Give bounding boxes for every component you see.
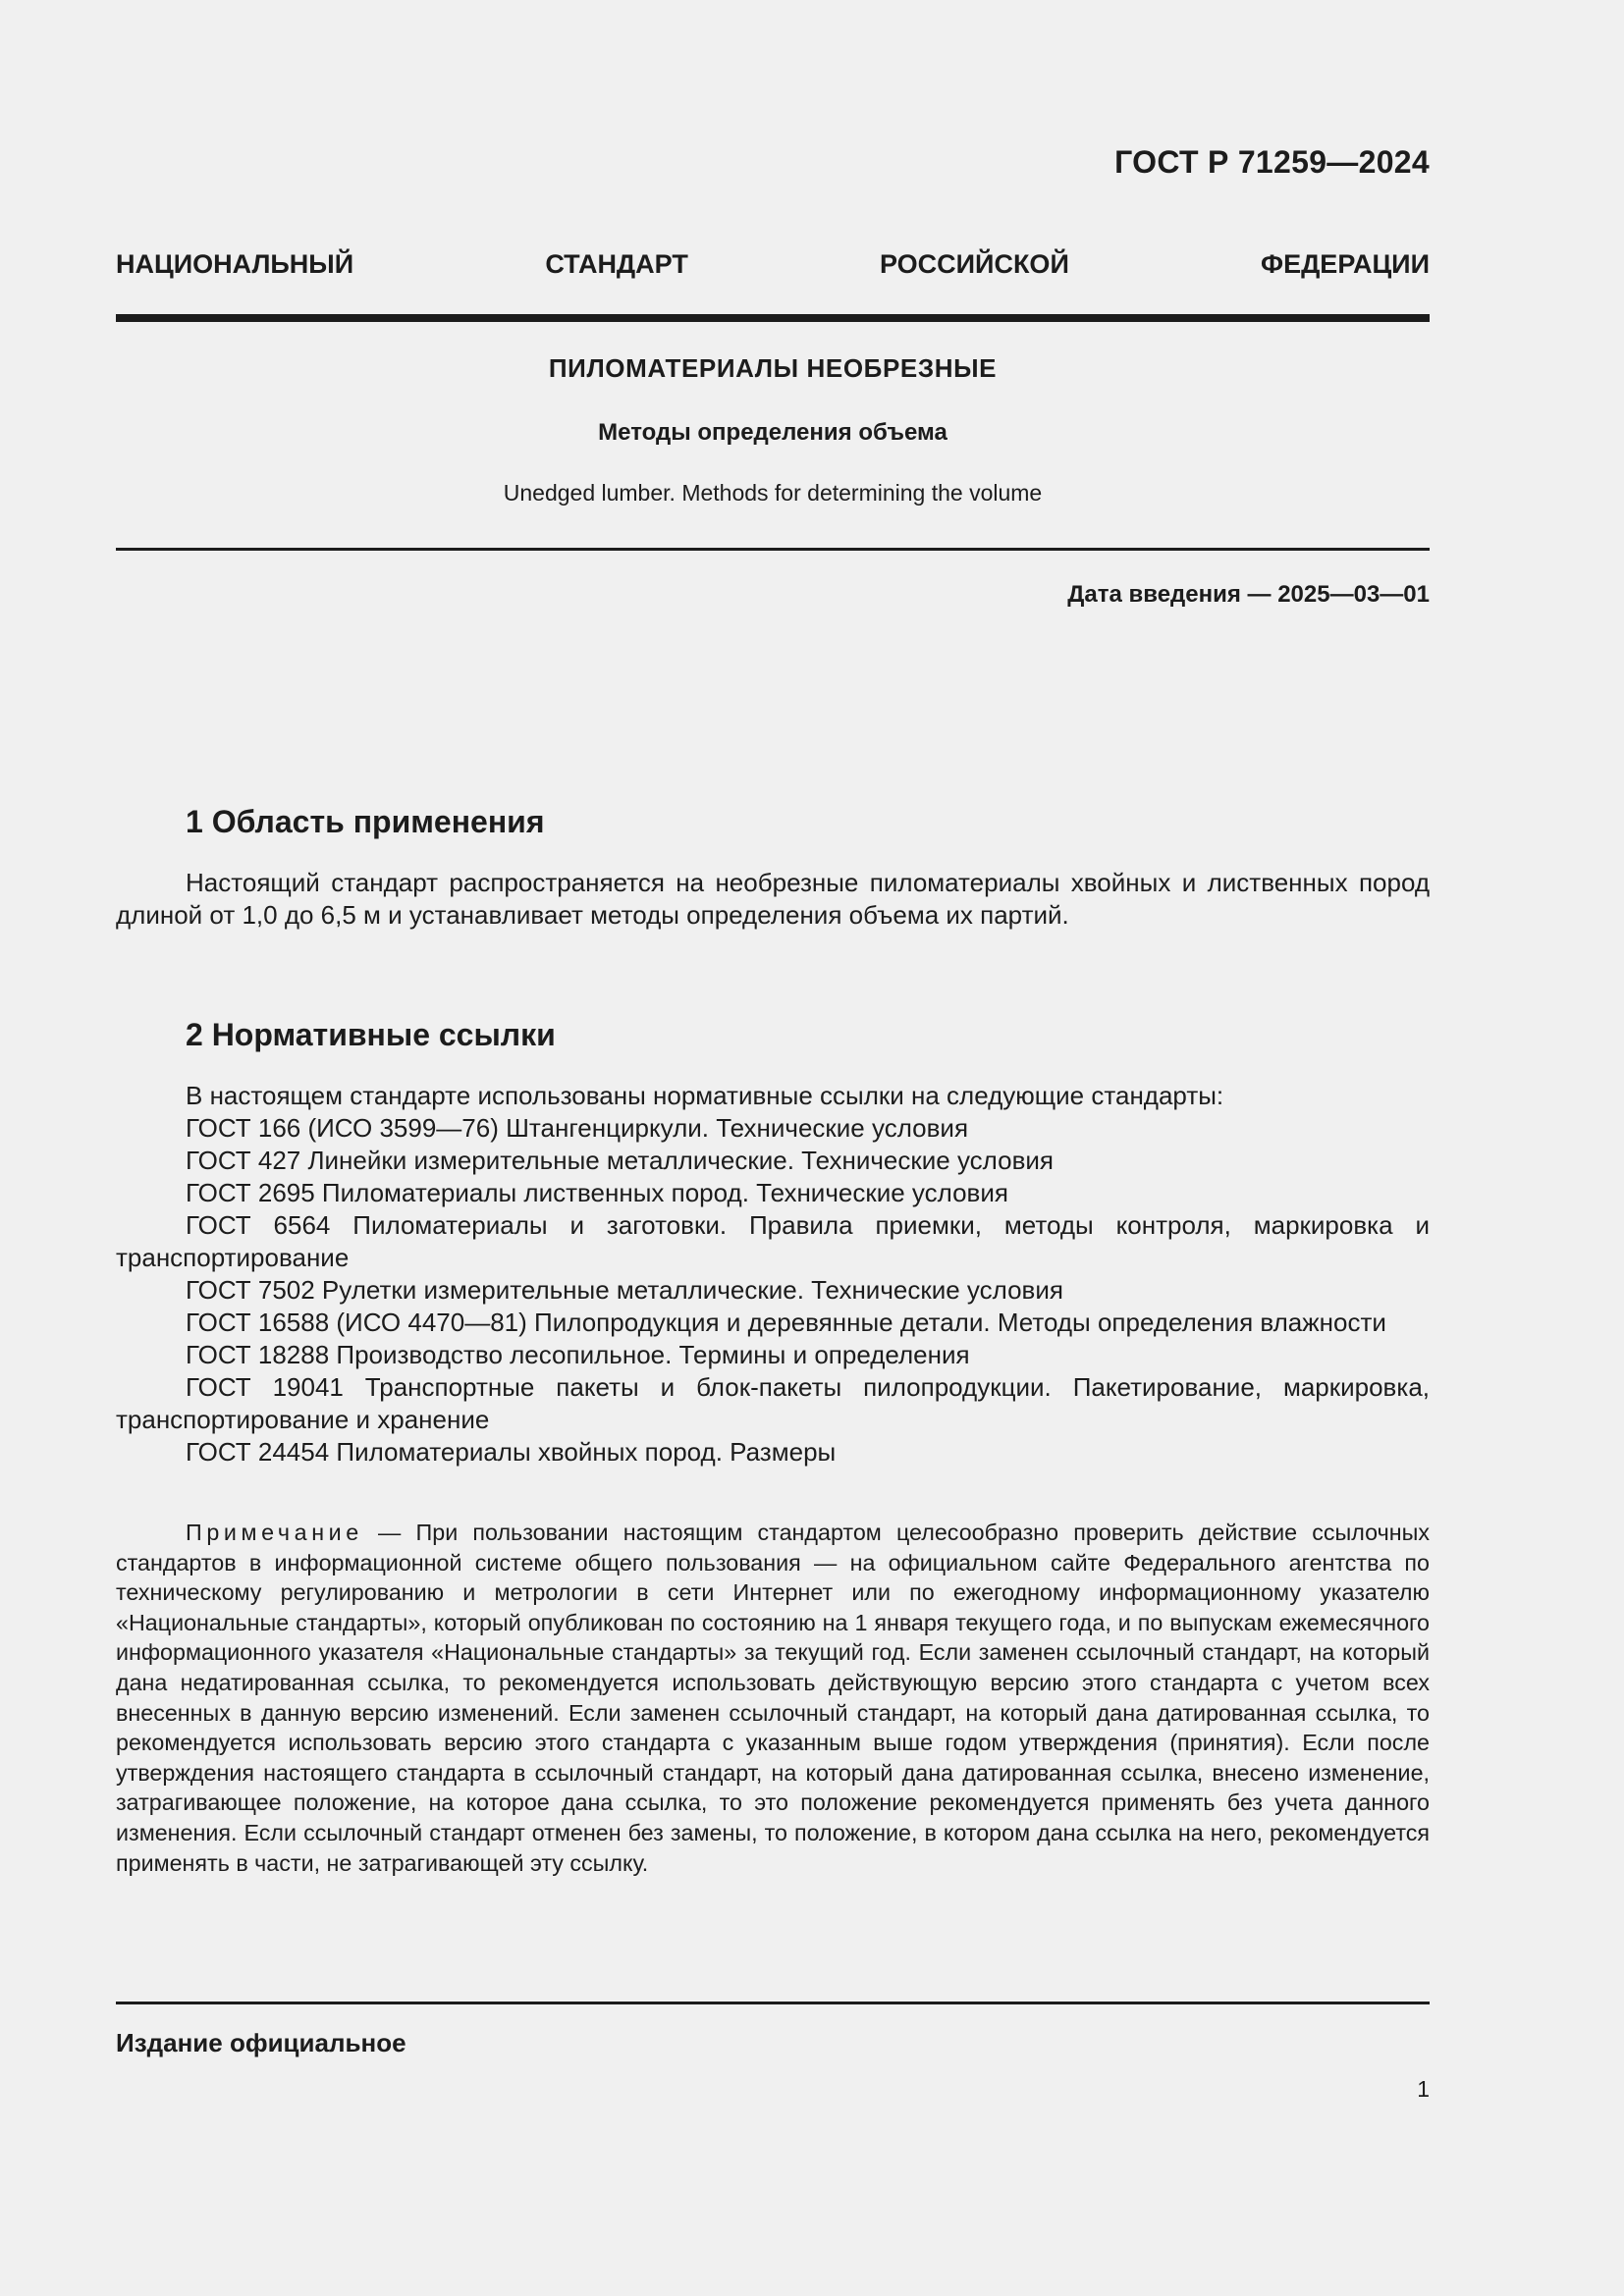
document-number: ГОСТ Р 71259—2024 xyxy=(1114,144,1430,180)
reference-item: ГОСТ 18288 Производство лесопильное. Термины и определения xyxy=(186,1340,970,1369)
document-title: ПИЛОМАТЕРИАЛЫ НЕОБРЕЗНЫЕ xyxy=(548,353,998,383)
official-edition-label: Издание официальное xyxy=(116,2028,406,2057)
section-2-intro: В настоящем стандарте использованы нормативные ссылки на следующие стандарты: xyxy=(186,1081,1224,1110)
note-label: Примечание xyxy=(186,1520,363,1545)
references-note xyxy=(116,1518,1430,1878)
section-1-paragraph: Настоящий стандарт распространяется на необрезные пиломатериалы хвойных и лиственных пород длиной от 1,0 до 6,5 м и устанавливает методы определения объема их партий. xyxy=(116,868,1430,930)
document-title-english: Unedged lumber. Methods for determining the volume xyxy=(503,480,1043,506)
section-2-heading: 2 Нормативные ссылки xyxy=(186,1017,556,1052)
reference-item: ГОСТ 7502 Рулетки измерительные металлические. Технические условия xyxy=(186,1275,1063,1305)
section-1-body xyxy=(116,867,1430,932)
document-subtitle: Методы определения объема xyxy=(598,419,947,446)
reference-item: ГОСТ 427 Линейки измерительные металлические. Технические условия xyxy=(186,1146,1054,1175)
reference-item: ГОСТ 166 (ИСО 3599—76) Штангенциркули. Технические условия xyxy=(186,1113,969,1143)
reference-item: ГОСТ 16588 (ИСО 4470—81) Пилопродукция и деревянные детали. Методы определения влажности xyxy=(186,1308,1386,1337)
header-divider xyxy=(116,314,1430,322)
reference-item: ГОСТ 19041 Транспортные пакеты и блок-пакеты пилопродукции. Пакетирование, маркировка, транспортирование и хранение xyxy=(116,1372,1430,1434)
national-standard-banner: НАЦИОНАЛЬНЫЙ СТАНДАРТ РОССИЙСКОЙ ФЕДЕРАЦИИ xyxy=(116,249,1430,279)
reference-item: ГОСТ 6564 Пиломатериалы и заготовки. Правила приемки, методы контроля, маркировка и транспортирование xyxy=(116,1210,1430,1272)
introduction-date: Дата введения — 2025—03—01 xyxy=(1067,581,1430,608)
footer-divider xyxy=(116,2002,1430,2004)
note-text: — При пользовании настоящим стандартом целесообразно проверить действие ссылочных стандартов в информационной системе общего пользования — на официальном сайте Федерального агентства по техническому регулированию и метрологии в сети Интернет или по ежегодному информационному указателю «Национальные стандарты», который опубликован по состоянию на 1 января текущего года, и по выпускам ежемесячного информационного указателя «Национальные стандарты» за текущий год. Если заменен ссылочный стандарт, на который дана недатированная ссылка, то рекомендуется использовать действующую версию этого стандарта с учетом всех внесенных в данную версию изменений. Если заменен ссылочный стандарт, на который дана датированная ссылка, то рекомендуется использовать версию этого стандарта с указанным выше годом утверждения (принятия). Если после утверждения настоящего стандарта в ссылочный стандарт, на который дана датированная ссылка, внесено изменение, затрагивающее положение, на которое дана ссылка, то это положение рекомендуется применять без учета данного изменения. Если ссылочный стандарт отменен без замены, то положение, в котором дана ссылка на него, рекомендуется применять в части, не затрагивающей эту ссылку. xyxy=(116,1520,1430,1876)
reference-item: ГОСТ 24454 Пиломатериалы хвойных пород. Размеры xyxy=(186,1437,837,1467)
reference-item: ГОСТ 2695 Пиломатериалы лиственных пород. Технические условия xyxy=(186,1178,1008,1207)
page-number: 1 xyxy=(1417,2076,1430,2102)
section-2-body xyxy=(116,1080,1430,1468)
title-divider xyxy=(116,548,1430,551)
document-page xyxy=(116,0,1430,2296)
section-1-heading: 1 Область применения xyxy=(186,804,545,839)
